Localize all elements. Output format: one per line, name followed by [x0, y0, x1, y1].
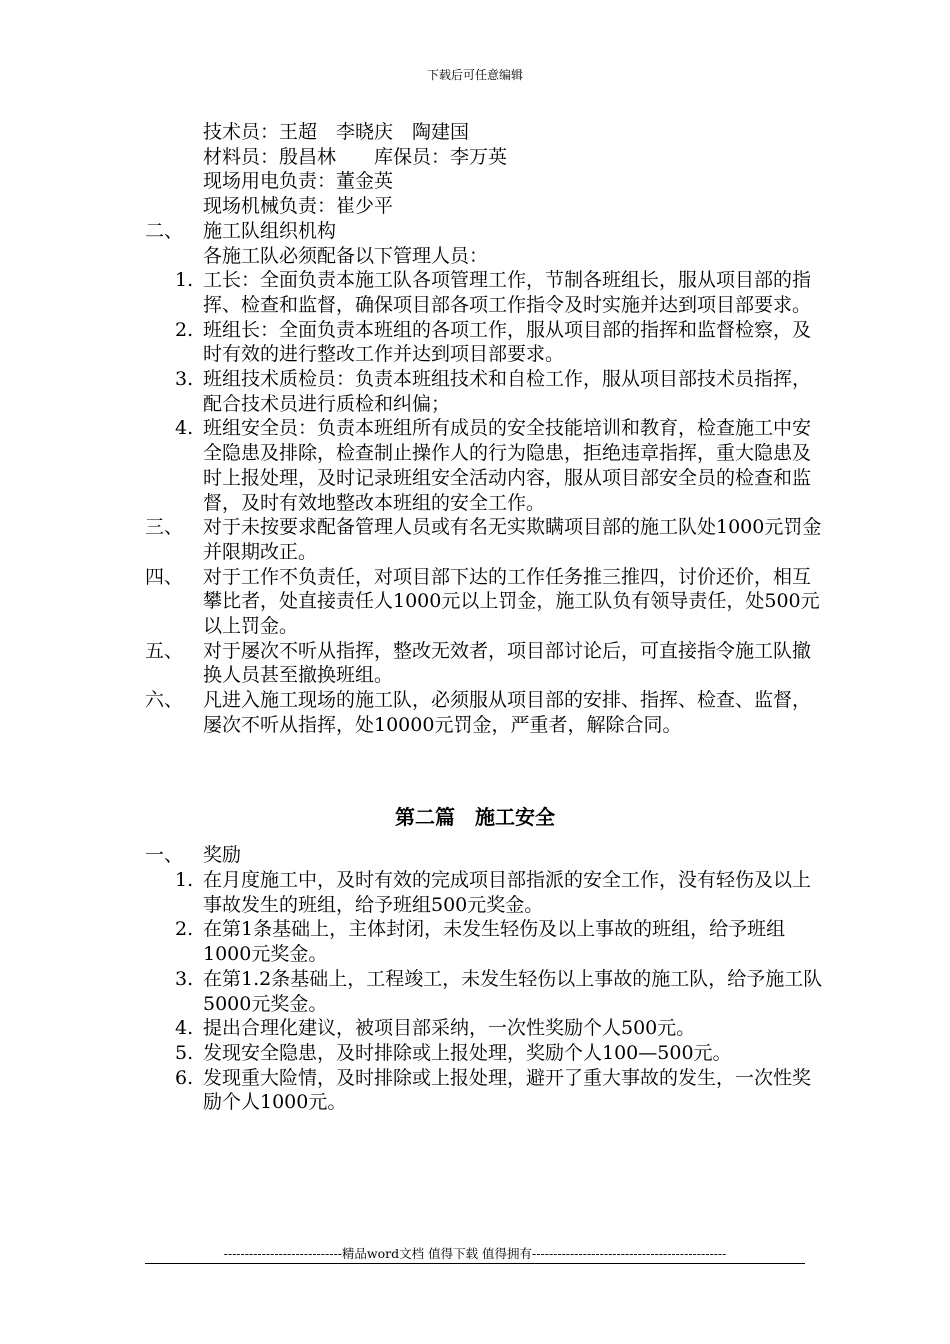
item-text: 班组安全员：负责本班组所有成员的安全技能培训和教育，检查施工中安全隐患及排除，检查制止操作人的行为隐患，拒绝违章指挥，重大隐患及时上报处理，及时记录班组安全活动内容，服从项目部安全员的检查和监督，及时有效地整改本班组的安全工作。	[203, 417, 812, 514]
staff-line-electric: 现场用电负责：董金英	[203, 170, 394, 193]
section-6	[145, 688, 825, 737]
section-number: 一、	[145, 844, 184, 867]
item-text: 在月度施工中，及时有效的完成项目部指派的安全工作，没有轻伤及以上事故发生的班组，给予班组500元奖金。	[203, 868, 812, 916]
section-3	[145, 515, 825, 564]
section-5	[145, 639, 825, 688]
list-item	[175, 917, 825, 966]
item-number: 4.	[175, 417, 194, 440]
item-text: 工长：全面负责本施工队各项管理工作，节制各班组长，服从项目部的指挥、检查和监督，确保项目部各项工作指令及时实施并达到项目部要求。	[203, 269, 812, 316]
item-number: 1.	[175, 269, 194, 292]
chapter-title: 第二篇 施工安全	[395, 804, 555, 829]
section-text: 凡进入施工现场的施工队，必须服从项目部的安排、指挥、检查、监督，屡次不听从指挥，处10000元罚金，严重者，解除合同。	[203, 689, 812, 736]
item-number: 2.	[175, 918, 194, 941]
list-item	[175, 416, 825, 515]
section-text: 对于工作不负责任，对项目部下达的工作任务推三推四，讨价还价，相互攀比者，处直接责任人1000元以上罚金，施工队负有领导责任，处500元以上罚金。	[203, 565, 820, 638]
section-text: 对于未按要求配备管理人员或有名无实欺瞒项目部的施工队处1000元罚金并限期改正。	[203, 516, 822, 563]
section-intro: 各施工队必须配备以下管理人员：	[203, 244, 489, 267]
list-item	[175, 967, 825, 1016]
footer-divider	[145, 1263, 805, 1264]
section-title: 奖励	[203, 844, 242, 867]
item-text: 发现安全隐患，及时排除或上报处理，奖励个人100—500元。	[203, 1041, 732, 1064]
list-item	[175, 1016, 825, 1041]
list-item	[175, 1066, 825, 1115]
section-4	[145, 565, 825, 639]
item-number: 2.	[175, 318, 194, 341]
item-number: 3.	[175, 967, 194, 990]
item-number: 5.	[175, 1041, 194, 1064]
section-text: 对于屡次不听从指挥，整改无效者，项目部讨论后，可直接指令施工队撤换人员甚至撤换班组。	[203, 639, 812, 687]
item-number: 3.	[175, 368, 194, 391]
staff-line-machinery: 现场机械负责：崔少平	[203, 195, 394, 218]
item-text: 提出合理化建议，被项目部采纳，一次性奖励个人500元。	[203, 1017, 696, 1040]
section-number: 六、	[145, 689, 184, 712]
reward-heading	[145, 843, 825, 868]
section-2-heading	[145, 219, 825, 244]
section-number: 四、	[145, 565, 184, 588]
item-text: 班组技术质检员：负责本班组技术和自检工作，服从项目部技术员指挥，配合技术员进行质检和纠偏；	[203, 368, 812, 415]
page-footer: ----------------------------精品word文档 值得下载 值得拥有----------------------------------------------	[223, 1246, 727, 1261]
item-text: 发现重大险情，及时排除或上报处理，避开了重大事故的发生，一次性奖励个人1000元。	[203, 1066, 812, 1114]
page-header: 下载后可任意编辑	[426, 68, 523, 82]
list-item	[175, 268, 825, 317]
document-body	[145, 120, 825, 1115]
staff-line-material: 材料员：殷昌林 库保员：李万英	[203, 145, 508, 168]
list-item	[175, 318, 825, 367]
staff-line-tech: 技术员：王超 李晓庆 陶建国	[203, 121, 470, 143]
list-item	[175, 868, 825, 917]
section-number: 三、	[145, 516, 184, 539]
item-text: 班组长：全面负责本班组的各项工作，服从项目部的指挥和监督检察，及时有效的进行整改工作并达到项目部要求。	[203, 318, 812, 366]
list-item	[175, 1041, 825, 1066]
item-text: 在第1条基础上，主体封闭，未发生轻伤及以上事故的班组，给予班组1000元奖金。	[203, 918, 786, 966]
list-item	[175, 367, 825, 416]
section-title: 施工队组织机构	[203, 219, 337, 242]
item-number: 4.	[175, 1017, 194, 1040]
item-number: 6.	[175, 1066, 194, 1089]
item-text: 在第1.2条基础上，工程竣工，未发生轻伤以上事故的施工队，给予施工队5000元奖金。	[203, 967, 823, 1015]
section-number: 二、	[145, 219, 184, 242]
item-number: 1.	[175, 868, 194, 891]
section-number: 五、	[145, 639, 184, 662]
